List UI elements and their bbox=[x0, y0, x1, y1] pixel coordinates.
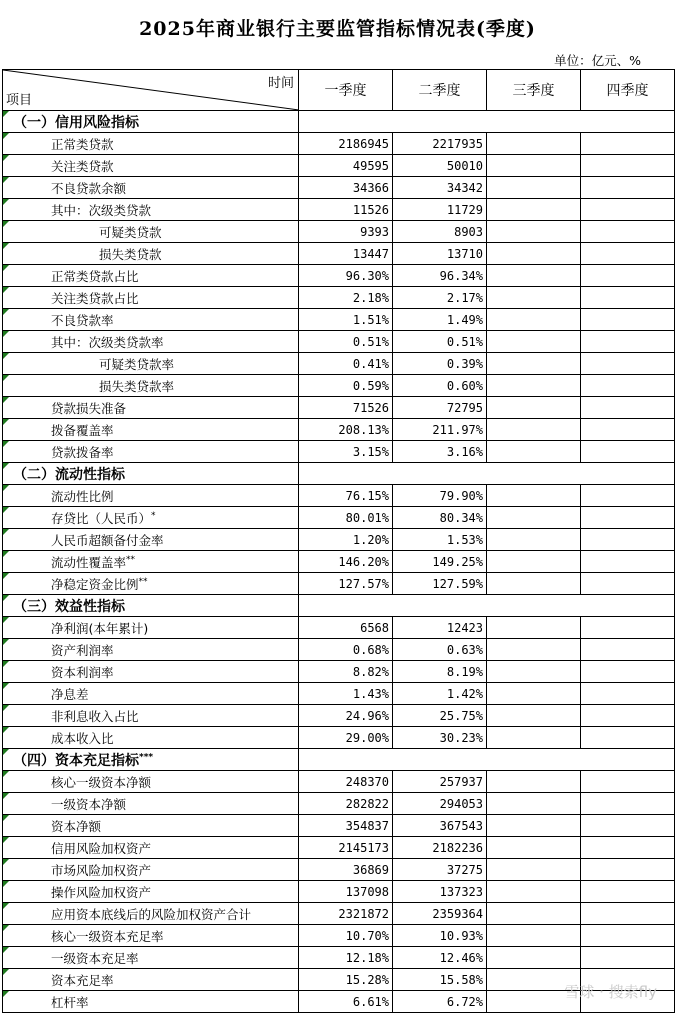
row-label bbox=[3, 683, 299, 705]
row-label bbox=[3, 133, 299, 155]
value-cell-q3 bbox=[487, 155, 581, 177]
value-cell-q1: 0.41% bbox=[299, 353, 393, 375]
section-title-text: （四）资本充足指标 bbox=[13, 752, 139, 769]
value-cell-q3 bbox=[487, 947, 581, 969]
value-cell-q2: 8.19% bbox=[393, 661, 487, 683]
value-cell-q1: 8.82% bbox=[299, 661, 393, 683]
value-cell-q2: 0.60% bbox=[393, 375, 487, 397]
quarter-header-q4: 四季度 bbox=[581, 70, 675, 111]
value-cell-q4 bbox=[581, 375, 675, 397]
row-label bbox=[3, 771, 299, 793]
section-title bbox=[3, 595, 299, 617]
table-row bbox=[3, 551, 675, 573]
value-cell-q2: 2182236 bbox=[393, 837, 487, 859]
table-row bbox=[3, 925, 675, 947]
row-label bbox=[3, 309, 299, 331]
value-cell-q4 bbox=[581, 551, 675, 573]
value-cell-q4 bbox=[581, 771, 675, 793]
value-cell-q4 bbox=[581, 661, 675, 683]
value-cell-q2: 10.93% bbox=[393, 925, 487, 947]
row-label bbox=[3, 485, 299, 507]
table-row bbox=[3, 529, 675, 551]
unit-note: 单位：亿元、% bbox=[554, 53, 641, 68]
value-cell-q4 bbox=[581, 925, 675, 947]
value-cell-q1: 0.59% bbox=[299, 375, 393, 397]
row-label bbox=[3, 859, 299, 881]
value-cell-q4 bbox=[581, 199, 675, 221]
row-label bbox=[3, 903, 299, 925]
value-cell-q2: 72795 bbox=[393, 397, 487, 419]
table-row bbox=[3, 243, 675, 265]
table-row bbox=[3, 507, 675, 529]
value-cell-q3 bbox=[487, 287, 581, 309]
value-cell-q4 bbox=[581, 287, 675, 309]
watermark: 雪球 · 搜索fly bbox=[564, 983, 657, 1001]
table-header-row bbox=[3, 70, 675, 111]
value-cell-q2: 15.58% bbox=[393, 969, 487, 991]
table-row bbox=[3, 331, 675, 353]
row-label-text: 杠杆率 bbox=[51, 994, 89, 1010]
table-row bbox=[3, 265, 675, 287]
table-row bbox=[3, 221, 675, 243]
table-row bbox=[3, 287, 675, 309]
value-cell-q1: 0.51% bbox=[299, 331, 393, 353]
value-cell-q3 bbox=[487, 771, 581, 793]
section-title bbox=[3, 111, 299, 133]
row-label-text: 资产利润率 bbox=[51, 642, 114, 658]
table-row bbox=[3, 133, 675, 155]
section-blank-cell bbox=[299, 111, 675, 133]
row-label bbox=[3, 331, 299, 353]
row-label bbox=[3, 155, 299, 177]
value-cell-q2: 137323 bbox=[393, 881, 487, 903]
row-label-text: 贷款拨备率 bbox=[51, 444, 114, 460]
value-cell-q3 bbox=[487, 903, 581, 925]
value-cell-q2: 96.34% bbox=[393, 265, 487, 287]
value-cell-q1: 12.18% bbox=[299, 947, 393, 969]
row-label bbox=[3, 815, 299, 837]
value-cell-q3 bbox=[487, 485, 581, 507]
value-cell-q1: 15.28% bbox=[299, 969, 393, 991]
row-label-text: 非利息收入占比 bbox=[51, 708, 139, 724]
value-cell-q4 bbox=[581, 529, 675, 551]
footnote-marker: ** bbox=[138, 576, 148, 587]
table-row bbox=[3, 573, 675, 595]
value-cell-q1: 2145173 bbox=[299, 837, 393, 859]
row-label bbox=[3, 507, 299, 529]
table-row bbox=[3, 727, 675, 749]
row-label bbox=[3, 551, 299, 573]
value-cell-q1: 36869 bbox=[299, 859, 393, 881]
value-cell-q2: 3.16% bbox=[393, 441, 487, 463]
row-label bbox=[3, 441, 299, 463]
value-cell-q2: 25.75% bbox=[393, 705, 487, 727]
table-row bbox=[3, 793, 675, 815]
table-row bbox=[3, 617, 675, 639]
quarter-header-q2: 二季度 bbox=[393, 70, 487, 111]
row-label bbox=[3, 287, 299, 309]
value-cell-q4 bbox=[581, 793, 675, 815]
value-cell-q2: 50010 bbox=[393, 155, 487, 177]
value-cell-q4 bbox=[581, 309, 675, 331]
row-label-text: 拨备覆盖率 bbox=[51, 422, 114, 438]
value-cell-q1: 1.43% bbox=[299, 683, 393, 705]
value-cell-q3 bbox=[487, 199, 581, 221]
table-row bbox=[3, 309, 675, 331]
row-label bbox=[3, 617, 299, 639]
row-label-text: 净稳定资金比例 bbox=[51, 576, 139, 592]
row-label-text: 成本收入比 bbox=[51, 730, 114, 746]
row-label bbox=[3, 375, 299, 397]
value-cell-q1: 2.18% bbox=[299, 287, 393, 309]
value-cell-q3 bbox=[487, 529, 581, 551]
value-cell-q2: 8903 bbox=[393, 221, 487, 243]
value-cell-q3 bbox=[487, 331, 581, 353]
row-label bbox=[3, 705, 299, 727]
value-cell-q1: 80.01% bbox=[299, 507, 393, 529]
value-cell-q3 bbox=[487, 397, 581, 419]
value-cell-q2: 0.39% bbox=[393, 353, 487, 375]
value-cell-q2: 34342 bbox=[393, 177, 487, 199]
row-label-text: 一级资本净额 bbox=[51, 796, 127, 812]
row-label-text: 不良贷款余额 bbox=[51, 180, 127, 196]
page-title: 2025年商业银行主要监管指标情况表(季度) bbox=[139, 18, 536, 40]
value-cell-q2: 1.53% bbox=[393, 529, 487, 551]
value-cell-q4 bbox=[581, 331, 675, 353]
row-label-text: 流动性比例 bbox=[51, 488, 114, 504]
value-cell-q2: 211.97% bbox=[393, 419, 487, 441]
value-cell-q4 bbox=[581, 221, 675, 243]
value-cell-q4 bbox=[581, 177, 675, 199]
row-label-text: 贷款损失准备 bbox=[51, 400, 127, 416]
row-label bbox=[3, 529, 299, 551]
row-label-text: 核心一级资本净额 bbox=[51, 774, 152, 790]
value-cell-q1: 6568 bbox=[299, 617, 393, 639]
row-label bbox=[3, 947, 299, 969]
value-cell-q1: 2186945 bbox=[299, 133, 393, 155]
value-cell-q3 bbox=[487, 353, 581, 375]
row-label bbox=[3, 727, 299, 749]
row-label bbox=[3, 881, 299, 903]
value-cell-q2: 294053 bbox=[393, 793, 487, 815]
footnote-marker: * bbox=[151, 510, 156, 521]
row-label-text: 关注类贷款占比 bbox=[51, 290, 139, 306]
value-cell-q4 bbox=[581, 881, 675, 903]
row-label-text: 净息差 bbox=[51, 686, 89, 702]
value-cell-q4 bbox=[581, 683, 675, 705]
table-row bbox=[3, 155, 675, 177]
value-cell-q3 bbox=[487, 727, 581, 749]
value-cell-q3 bbox=[487, 221, 581, 243]
row-label bbox=[3, 199, 299, 221]
value-cell-q4 bbox=[581, 639, 675, 661]
row-label bbox=[3, 353, 299, 375]
row-label-text: 一级资本充足率 bbox=[51, 950, 139, 966]
value-cell-q3 bbox=[487, 639, 581, 661]
row-label-text: 其中：次级类贷款 bbox=[51, 202, 152, 218]
value-cell-q1: 146.20% bbox=[299, 551, 393, 573]
value-cell-q1: 3.15% bbox=[299, 441, 393, 463]
value-cell-q3 bbox=[487, 419, 581, 441]
value-cell-q1: 137098 bbox=[299, 881, 393, 903]
value-cell-q1: 354837 bbox=[299, 815, 393, 837]
value-cell-q1: 24.96% bbox=[299, 705, 393, 727]
value-cell-q3 bbox=[487, 551, 581, 573]
table-row bbox=[3, 419, 675, 441]
value-cell-q3 bbox=[487, 441, 581, 463]
table-row bbox=[3, 881, 675, 903]
row-label bbox=[3, 265, 299, 287]
value-cell-q1: 1.20% bbox=[299, 529, 393, 551]
row-label bbox=[3, 419, 299, 441]
value-cell-q1: 96.30% bbox=[299, 265, 393, 287]
value-cell-q1: 127.57% bbox=[299, 573, 393, 595]
row-label-text: 应用资本底线后的风险加权资产合计 bbox=[51, 906, 252, 922]
section-header-row bbox=[3, 463, 675, 485]
row-label-text: 损失类贷款率 bbox=[99, 378, 175, 394]
value-cell-q1: 0.68% bbox=[299, 639, 393, 661]
table-row bbox=[3, 837, 675, 859]
value-cell-q4 bbox=[581, 397, 675, 419]
value-cell-q2: 30.23% bbox=[393, 727, 487, 749]
value-cell-q4 bbox=[581, 837, 675, 859]
row-label-text: 操作风险加权资产 bbox=[51, 884, 152, 900]
row-label-text: 人民币超额备付金率 bbox=[51, 532, 164, 548]
value-cell-q4 bbox=[581, 133, 675, 155]
row-label-text: 关注类贷款 bbox=[51, 158, 114, 174]
value-cell-q4 bbox=[581, 859, 675, 881]
indicator-table bbox=[2, 69, 675, 1013]
value-cell-q3 bbox=[487, 837, 581, 859]
value-cell-q2: 0.51% bbox=[393, 331, 487, 353]
value-cell-q2: 2359364 bbox=[393, 903, 487, 925]
section-header-row bbox=[3, 595, 675, 617]
row-label bbox=[3, 573, 299, 595]
table-row bbox=[3, 705, 675, 727]
value-cell-q3 bbox=[487, 133, 581, 155]
value-cell-q1: 248370 bbox=[299, 771, 393, 793]
value-cell-q1: 49595 bbox=[299, 155, 393, 177]
value-cell-q2: 6.72% bbox=[393, 991, 487, 1013]
row-label bbox=[3, 991, 299, 1013]
value-cell-q2: 13710 bbox=[393, 243, 487, 265]
value-cell-q1: 208.13% bbox=[299, 419, 393, 441]
value-cell-q1: 11526 bbox=[299, 199, 393, 221]
value-cell-q3 bbox=[487, 925, 581, 947]
row-label-text: 正常类贷款 bbox=[51, 136, 114, 152]
value-cell-q3 bbox=[487, 661, 581, 683]
value-cell-q4 bbox=[581, 947, 675, 969]
value-cell-q3 bbox=[487, 617, 581, 639]
table-row bbox=[3, 199, 675, 221]
section-title bbox=[3, 463, 299, 485]
row-label bbox=[3, 221, 299, 243]
value-cell-q1: 2321872 bbox=[299, 903, 393, 925]
value-cell-q4 bbox=[581, 507, 675, 529]
value-cell-q3 bbox=[487, 573, 581, 595]
value-cell-q4 bbox=[581, 815, 675, 837]
row-label bbox=[3, 837, 299, 859]
table-row bbox=[3, 397, 675, 419]
value-cell-q2: 1.42% bbox=[393, 683, 487, 705]
value-cell-q4 bbox=[581, 155, 675, 177]
value-cell-q3 bbox=[487, 507, 581, 529]
table-row bbox=[3, 683, 675, 705]
section-header-row bbox=[3, 111, 675, 133]
table-row bbox=[3, 485, 675, 507]
value-cell-q1: 34366 bbox=[299, 177, 393, 199]
value-cell-q2: 12423 bbox=[393, 617, 487, 639]
value-cell-q4 bbox=[581, 243, 675, 265]
value-cell-q1: 1.51% bbox=[299, 309, 393, 331]
row-label bbox=[3, 969, 299, 991]
value-cell-q4 bbox=[581, 265, 675, 287]
section-title bbox=[3, 749, 299, 771]
value-cell-q3 bbox=[487, 375, 581, 397]
value-cell-q3 bbox=[487, 177, 581, 199]
value-cell-q3 bbox=[487, 265, 581, 287]
value-cell-q1: 282822 bbox=[299, 793, 393, 815]
row-label-text: 可疑类贷款率 bbox=[99, 356, 175, 372]
item-label: 项目 bbox=[6, 93, 33, 108]
row-label bbox=[3, 661, 299, 683]
section-title-text: （二）流动性指标 bbox=[13, 466, 125, 483]
section-header-row bbox=[3, 749, 675, 771]
value-cell-q4 bbox=[581, 441, 675, 463]
table-row bbox=[3, 771, 675, 793]
value-cell-q2: 149.25% bbox=[393, 551, 487, 573]
value-cell-q3 bbox=[487, 859, 581, 881]
value-cell-q1: 71526 bbox=[299, 397, 393, 419]
row-label-text: 流动性覆盖率 bbox=[51, 554, 127, 570]
table-row bbox=[3, 815, 675, 837]
value-cell-q4 bbox=[581, 353, 675, 375]
value-cell-q2: 2.17% bbox=[393, 287, 487, 309]
section-blank-cell bbox=[299, 463, 675, 485]
row-label-text: 信用风险加权资产 bbox=[51, 840, 152, 856]
value-cell-q1: 13447 bbox=[299, 243, 393, 265]
row-label-text: 净利润(本年累计) bbox=[51, 620, 149, 636]
value-cell-q4 bbox=[581, 617, 675, 639]
value-cell-q3 bbox=[487, 793, 581, 815]
value-cell-q2: 0.63% bbox=[393, 639, 487, 661]
row-label-text: 可疑类贷款 bbox=[99, 224, 162, 240]
row-label bbox=[3, 793, 299, 815]
row-label bbox=[3, 397, 299, 419]
diagonal-header-cell bbox=[3, 70, 299, 111]
value-cell-q3 bbox=[487, 309, 581, 331]
value-cell-q1: 76.15% bbox=[299, 485, 393, 507]
row-label bbox=[3, 177, 299, 199]
quarter-header-q1: 一季度 bbox=[299, 70, 393, 111]
row-label-text: 资本利润率 bbox=[51, 664, 114, 680]
value-cell-q1: 10.70% bbox=[299, 925, 393, 947]
row-label-text: 市场风险加权资产 bbox=[51, 862, 152, 878]
table-row bbox=[3, 375, 675, 397]
section-blank-cell bbox=[299, 749, 675, 771]
row-label-text: 核心一级资本充足率 bbox=[51, 928, 164, 944]
quarter-header-q3: 三季度 bbox=[487, 70, 581, 111]
value-cell-q2: 37275 bbox=[393, 859, 487, 881]
table-row bbox=[3, 639, 675, 661]
value-cell-q1: 6.61% bbox=[299, 991, 393, 1013]
table-row bbox=[3, 353, 675, 375]
table-row bbox=[3, 903, 675, 925]
value-cell-q2: 79.90% bbox=[393, 485, 487, 507]
row-label-text: 正常类贷款占比 bbox=[51, 268, 139, 284]
value-cell-q2: 257937 bbox=[393, 771, 487, 793]
table-row bbox=[3, 661, 675, 683]
value-cell-q3 bbox=[487, 683, 581, 705]
row-label-text: 存贷比（人民币） bbox=[51, 510, 152, 526]
value-cell-q3 bbox=[487, 815, 581, 837]
row-label-text: 资本净额 bbox=[51, 818, 102, 834]
footnote-marker: *** bbox=[139, 751, 154, 762]
value-cell-q2: 367543 bbox=[393, 815, 487, 837]
value-cell-q4 bbox=[581, 485, 675, 507]
value-cell-q3 bbox=[487, 881, 581, 903]
diagonal-line bbox=[3, 70, 299, 110]
row-label-text: 不良贷款率 bbox=[51, 312, 114, 328]
value-cell-q4 bbox=[581, 419, 675, 441]
table-row bbox=[3, 441, 675, 463]
value-cell-q3 bbox=[487, 705, 581, 727]
value-cell-q3 bbox=[487, 243, 581, 265]
value-cell-q2: 2217935 bbox=[393, 133, 487, 155]
value-cell-q1: 9393 bbox=[299, 221, 393, 243]
value-cell-q2: 1.49% bbox=[393, 309, 487, 331]
footnote-marker: ** bbox=[126, 554, 136, 565]
value-cell-q4 bbox=[581, 573, 675, 595]
table-row bbox=[3, 947, 675, 969]
time-label: 时间 bbox=[267, 76, 294, 91]
value-cell-q2: 12.46% bbox=[393, 947, 487, 969]
value-cell-q1: 29.00% bbox=[299, 727, 393, 749]
row-label-text: 资本充足率 bbox=[51, 972, 114, 988]
section-title-text: （三）效益性指标 bbox=[13, 598, 125, 615]
value-cell-q4 bbox=[581, 903, 675, 925]
section-title-text: （一）信用风险指标 bbox=[13, 114, 139, 131]
row-label bbox=[3, 639, 299, 661]
value-cell-q4 bbox=[581, 705, 675, 727]
value-cell-q2: 11729 bbox=[393, 199, 487, 221]
value-cell-q2: 127.59% bbox=[393, 573, 487, 595]
row-label-text: 损失类贷款 bbox=[99, 246, 162, 262]
row-label-text: 其中：次级类贷款率 bbox=[51, 334, 164, 350]
section-blank-cell bbox=[299, 595, 675, 617]
value-cell-q4 bbox=[581, 727, 675, 749]
value-cell-q2: 80.34% bbox=[393, 507, 487, 529]
row-label bbox=[3, 925, 299, 947]
row-label bbox=[3, 243, 299, 265]
table-row bbox=[3, 177, 675, 199]
table-row bbox=[3, 859, 675, 881]
